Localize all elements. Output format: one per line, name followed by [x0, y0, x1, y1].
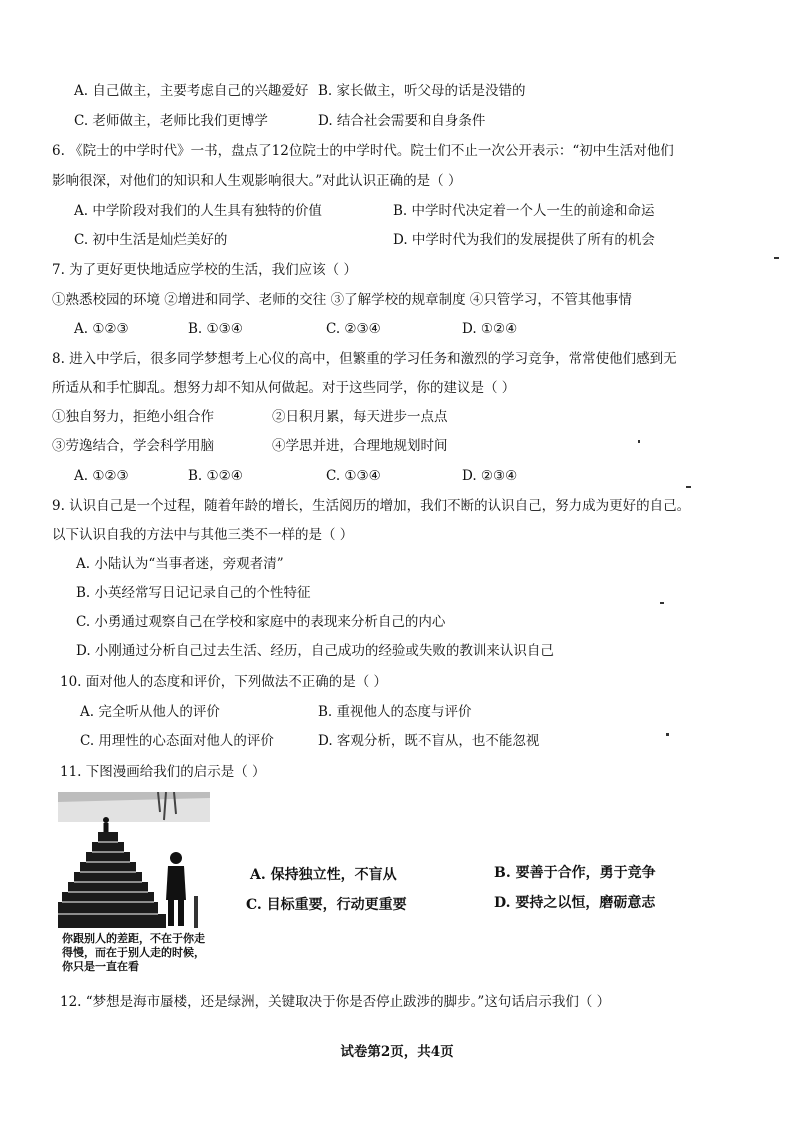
- q10-option-d: D. 客观分析，既不盲从，也不能忽视: [318, 733, 540, 749]
- q8-item-4: ④学思并进，合理地规划时间: [272, 438, 448, 454]
- q12-stem: 12. “梦想是海市蜃楼，还是绿洲，关键取决于你是否停止跋涉的脚步。”这句话启示我们（ ）: [60, 994, 611, 1010]
- q6-option-c: C. 初中生活是灿烂美好的: [74, 232, 228, 248]
- q8-item-3: ③劳逸结合，学会科学用脑: [52, 438, 214, 454]
- q7-option-d: D. ①②④: [462, 321, 518, 337]
- q5-option-a: A. 自己做主，主要考虑自己的兴趣爱好: [74, 83, 309, 99]
- comic-caption: 你跟别人的差距，不在于你走得慢，而在于别人走的时候，你只是一直在看: [62, 932, 205, 973]
- q6-option-d: D. 中学时代为我们的发展提供了所有的机会: [393, 232, 655, 248]
- q11-option-d: D. 要持之以恒，磨砺意志: [494, 895, 656, 911]
- q10-stem: 10. 面对他人的态度和评价，下列做法不正确的是（ ）: [60, 674, 388, 690]
- q10-option-c: C. 用理性的心态面对他人的评价: [80, 733, 274, 749]
- q6-option-b: B. 中学时代决定着一个人一生的前途和命运: [393, 203, 655, 219]
- scan-speck: [774, 257, 779, 259]
- q9-option-a: A. 小陆认为“当事者迷，旁观者清”: [76, 556, 284, 572]
- q7-stem: 7. 为了更好更快地适应学校的生活，我们应该（ ）: [52, 262, 357, 278]
- comic-staircase-illustration: [58, 792, 210, 932]
- q11-option-b: B. 要善于合作，勇于竞争: [494, 865, 656, 881]
- scan-speck: [666, 733, 669, 736]
- q8-stem-line1: 8. 进入中学后，很多同学梦想考上心仪的高中，但繁重的学习任务和激烈的学习竞争，常常使他们感到无: [52, 351, 677, 367]
- q8-option-c: C. ①③④: [326, 468, 381, 484]
- scan-speck: [638, 440, 640, 443]
- q11-option-a: A. 保持独立性，不盲从: [250, 867, 397, 883]
- q7-option-c: C. ②③④: [326, 321, 381, 337]
- q7-items: ①熟悉校园的环境 ②增进和同学、老师的交往 ③了解学校的规章制度 ④只管学习，不管其他事情: [52, 292, 632, 308]
- q8-item-1: ①独自努力，拒绝小组合作: [52, 409, 214, 425]
- scan-speck: [660, 602, 664, 604]
- q5-option-d: D. 结合社会需要和自身条件: [318, 113, 486, 129]
- q9-stem-line1: 9. 认识自己是一个过程，随着年龄的增长，生活阅历的增加，我们不断的认识自己，努力成为更好的自己。: [52, 498, 691, 514]
- q11-stem: 11. 下图漫画给我们的启示是（ ）: [60, 764, 266, 780]
- q10-option-b: B. 重视他人的态度与评价: [318, 704, 472, 720]
- q8-stem-line2: 所适从和手忙脚乱。想努力却不知从何做起。对于这些同学，你的建议是（ ）: [52, 380, 516, 396]
- q6-stem-line2: 影响很深，对他们的知识和人生观影响很大。”对此认识正确的是（ ）: [52, 173, 462, 189]
- q6-option-a: A. 中学阶段对我们的人生具有独特的价值: [74, 203, 322, 219]
- q10-option-a: A. 完全听从他人的评价: [80, 704, 220, 720]
- q7-option-b: B. ①③④: [188, 321, 243, 337]
- q9-option-c: C. 小勇通过观察自己在学校和家庭中的表现来分析自己的内心: [76, 614, 446, 630]
- q9-option-d: D. 小刚通过分析自己过去生活、经历，自己成功的经验或失败的教训来认识自己: [76, 643, 554, 659]
- q6-stem-line1: 6. 《院士的中学时代》一书，盘点了12位院士的中学时代。院士们不止一次公开表示：“初中生活对他们: [52, 143, 674, 159]
- scan-speck: [686, 486, 691, 488]
- q9-option-b: B. 小英经常写日记记录自己的个性特征: [76, 585, 311, 601]
- q8-option-d: D. ②③④: [462, 468, 518, 484]
- q5-option-b: B. 家长做主，听父母的话是没错的: [318, 83, 526, 99]
- q8-option-a: A. ①②③: [74, 468, 129, 484]
- q9-stem-line2: 以下认识自我的方法中与其他三类不一样的是（ ）: [52, 527, 354, 543]
- q8-item-2: ②日积月累，每天进步一点点: [272, 409, 448, 425]
- q11-option-c: C. 目标重要，行动更重要: [246, 897, 407, 913]
- q7-option-a: A. ①②③: [74, 321, 129, 337]
- q5-option-c: C. 老师做主，老师比我们更博学: [74, 113, 268, 129]
- q8-option-b: B. ①②④: [188, 468, 243, 484]
- page-footer: 试卷第2页，共4页: [340, 1044, 454, 1060]
